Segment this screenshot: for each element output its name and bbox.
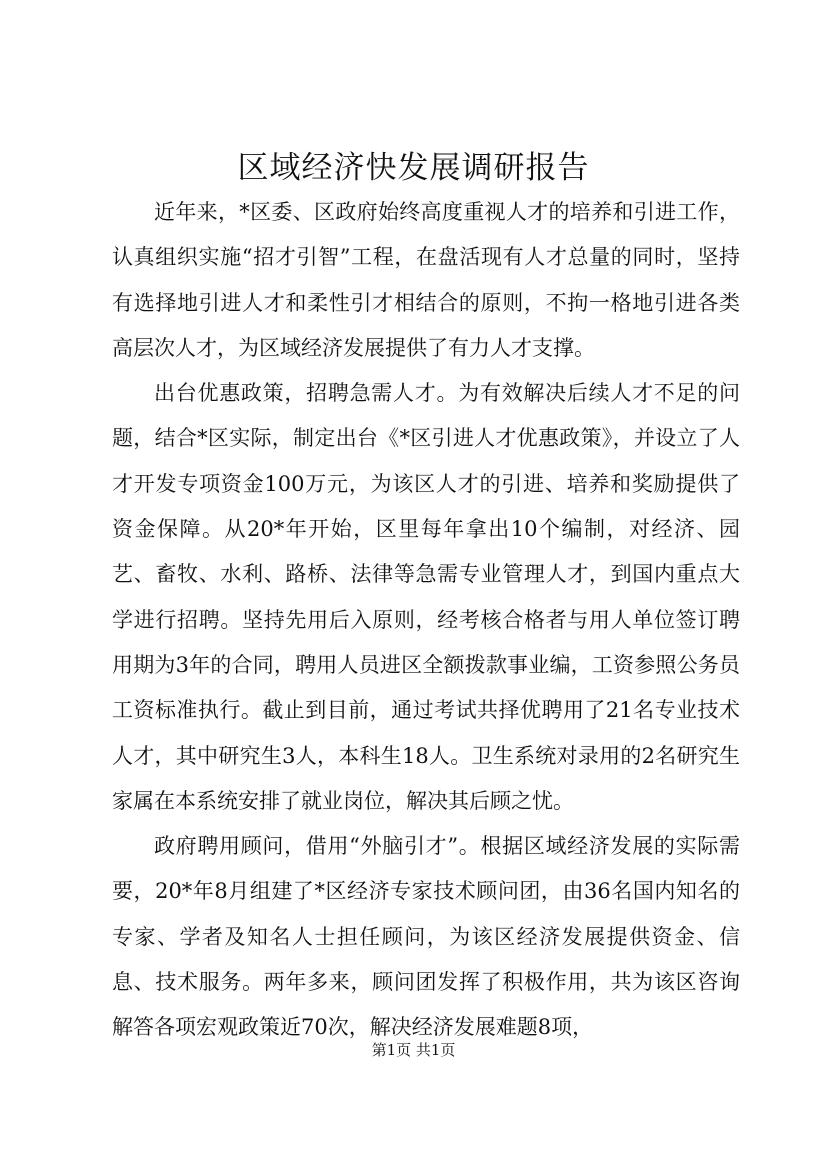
- paragraph-policy: 出台优惠政策，招聘急需人才。为有效解决后续人才不足的问题，结合*区实际，制定出台《*区引进人才优惠政策》，并设立了人才开发专项资金100万元，为该区人才的引进、培养和奖励提供了资金保障。从20*年开始，区里每年拿出10个编制，对经济、园艺、畜牧、水利、路桥、法律等急需专业管理人才，到国内重点大学进行招聘。坚持先用后入原则，经考核合格者与用人单位签订聘用期为3年的合同，聘用人员进区全额拨款事业编，工资参照公务员工资标准执行。截止到目前，通过考试共择优聘用了21名专业技术人才，其中研究生3人，本科生18人。卫生系统对录用的2名研究生家属在本系统安排了就业岗位，解决其后顾之忧。: [112, 381, 740, 813]
- paragraph-intro: 近年来，*区委、区政府始终高度重视人才的培养和引进工作，认真组织实施“招才引智”工程，在盘活现有人才总量的同时，坚持有选择地引进人才和柔性引才相结合的原则，不拘一格地引进各类高层次人才，为区域经济发展提供了有力人才支撑。: [112, 200, 740, 360]
- page-footer: [0, 1040, 827, 1060]
- paragraph-advisors: 政府聘用顾问，借用“外脑引才”。根据区域经济发展的实际需要，20*年8月组建了*区经济专家技术顾问团，由36名国内知名的专家、学者及知名人士担任顾问，为该区经济发展提供资金、信息、技术服务。两年多来，顾问团发挥了积极作用，共为该区咨询解答各项宏观政策近70次，解决经济发展难题8项，: [112, 834, 740, 1040]
- document-title: 区域经济快发展调研报告: [237, 150, 590, 186]
- document-body: [112, 190, 740, 1051]
- page-number: 第1页 共1页: [371, 1041, 456, 1059]
